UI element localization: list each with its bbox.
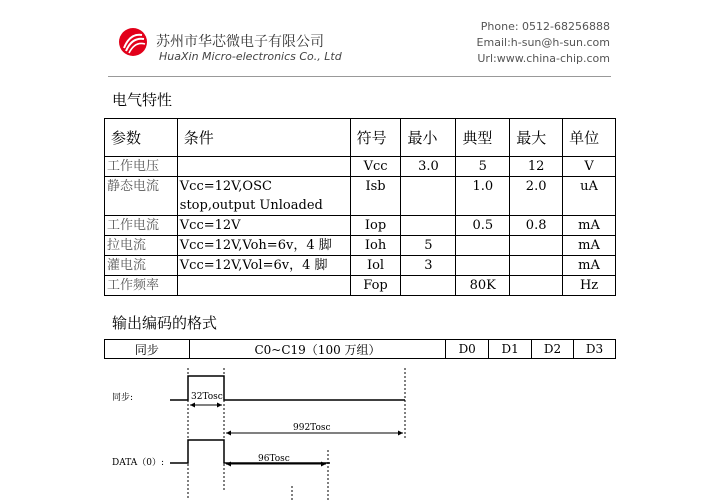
header-cell: 参数 bbox=[105, 119, 178, 157]
table-row bbox=[105, 276, 616, 296]
section-title-electrical: 电气特性 bbox=[112, 91, 173, 109]
cond-cell: Vcc=12V,OSC stop,output Unloaded bbox=[177, 177, 350, 216]
cond-cell: Vcc=12V,Voh=6v，4 脚 bbox=[177, 236, 350, 256]
max-cell: 0.8 bbox=[510, 216, 563, 236]
cond-cell: Vcc=12V bbox=[177, 216, 350, 236]
header-cell: 单位 bbox=[563, 119, 616, 157]
unit-cell: uA bbox=[563, 177, 616, 216]
max-cell bbox=[510, 276, 563, 296]
label-96tosc: 96Tosc bbox=[258, 454, 290, 464]
min-cell: 3.0 bbox=[401, 157, 456, 177]
unit-cell: mA bbox=[563, 236, 616, 256]
header-divider bbox=[108, 76, 611, 77]
param-cell: 工作电流 bbox=[105, 216, 178, 236]
param-cell: 工作电压 bbox=[105, 157, 178, 177]
max-cell: 12 bbox=[510, 157, 563, 177]
table-row bbox=[105, 236, 616, 256]
unit-cell: V bbox=[563, 157, 616, 177]
email-text: Email:h-sun@h-sun.com bbox=[476, 36, 610, 49]
format-cell-code: C0~C19（100 万组） bbox=[189, 340, 445, 359]
min-cell: 3 bbox=[401, 256, 456, 276]
unit-cell: mA bbox=[563, 216, 616, 236]
table-row bbox=[105, 216, 616, 236]
format-cell-d2: D2 bbox=[532, 340, 574, 359]
unit-cell: Hz bbox=[563, 276, 616, 296]
phone-text: Phone: 0512-68256888 bbox=[480, 20, 610, 33]
table-row bbox=[105, 340, 616, 359]
param-cell: 工作频率 bbox=[105, 276, 178, 296]
min-cell: 5 bbox=[401, 236, 456, 256]
table-row bbox=[105, 157, 616, 177]
header-cell: 条件 bbox=[177, 119, 350, 157]
cond-cell bbox=[177, 276, 350, 296]
format-cell-d0: D0 bbox=[446, 340, 489, 359]
company-name-cn: 苏州市华芯微电子有限公司 bbox=[156, 34, 324, 50]
sym-cell: Fop bbox=[350, 276, 401, 296]
max-cell bbox=[510, 236, 563, 256]
data-waveform bbox=[170, 440, 330, 463]
table-header-row bbox=[105, 119, 616, 157]
param-cell: 拉电流 bbox=[105, 236, 178, 256]
header-cell: 最大 bbox=[510, 119, 563, 157]
header-cell: 典型 bbox=[456, 119, 510, 157]
typ-cell bbox=[456, 236, 510, 256]
max-cell bbox=[510, 256, 563, 276]
min-cell bbox=[401, 216, 456, 236]
format-table bbox=[104, 339, 616, 359]
company-name-en: HuaXin Micro-electronics Co., Ltd bbox=[159, 50, 342, 63]
sync-label: 同步: bbox=[112, 393, 134, 403]
unit-cell: mA bbox=[563, 256, 616, 276]
data-label: DATA（0）: bbox=[112, 458, 164, 468]
table-row bbox=[105, 256, 616, 276]
header-cell: 最小 bbox=[401, 119, 456, 157]
sym-cell: Ioh bbox=[350, 236, 401, 256]
sym-cell: Iol bbox=[350, 256, 401, 276]
cond-cell: Vcc=12V,Vol=6v，4 脚 bbox=[177, 256, 350, 276]
typ-cell bbox=[456, 256, 510, 276]
cond-cell bbox=[177, 157, 350, 177]
typ-cell: 5 bbox=[456, 157, 510, 177]
url-text: Url:www.china-chip.com bbox=[477, 52, 610, 65]
typ-cell: 80K bbox=[456, 276, 510, 296]
format-cell-sync: 同步 bbox=[105, 340, 190, 359]
format-cell-d1: D1 bbox=[489, 340, 532, 359]
param-cell: 静态电流 bbox=[105, 177, 178, 216]
sym-cell: Isb bbox=[350, 177, 401, 216]
company-logo-icon bbox=[118, 27, 148, 57]
header-cell: 符号 bbox=[350, 119, 401, 157]
label-32tosc: 32Tosc bbox=[191, 392, 223, 402]
timing-diagram bbox=[0, 360, 720, 500]
label-992tosc: 992Tosc bbox=[293, 423, 331, 433]
table-row bbox=[105, 177, 616, 216]
max-cell: 2.0 bbox=[510, 177, 563, 216]
section-title-output-format: 输出编码的格式 bbox=[112, 314, 218, 332]
min-cell bbox=[401, 177, 456, 216]
min-cell bbox=[401, 276, 456, 296]
format-cell-d3: D3 bbox=[574, 340, 616, 359]
typ-cell: 0.5 bbox=[456, 216, 510, 236]
param-cell: 灌电流 bbox=[105, 256, 178, 276]
contact-info bbox=[477, 19, 610, 67]
sym-cell: Vcc bbox=[350, 157, 401, 177]
sym-cell: Iop bbox=[350, 216, 401, 236]
spec-table bbox=[104, 118, 616, 296]
typ-cell: 1.0 bbox=[456, 177, 510, 216]
